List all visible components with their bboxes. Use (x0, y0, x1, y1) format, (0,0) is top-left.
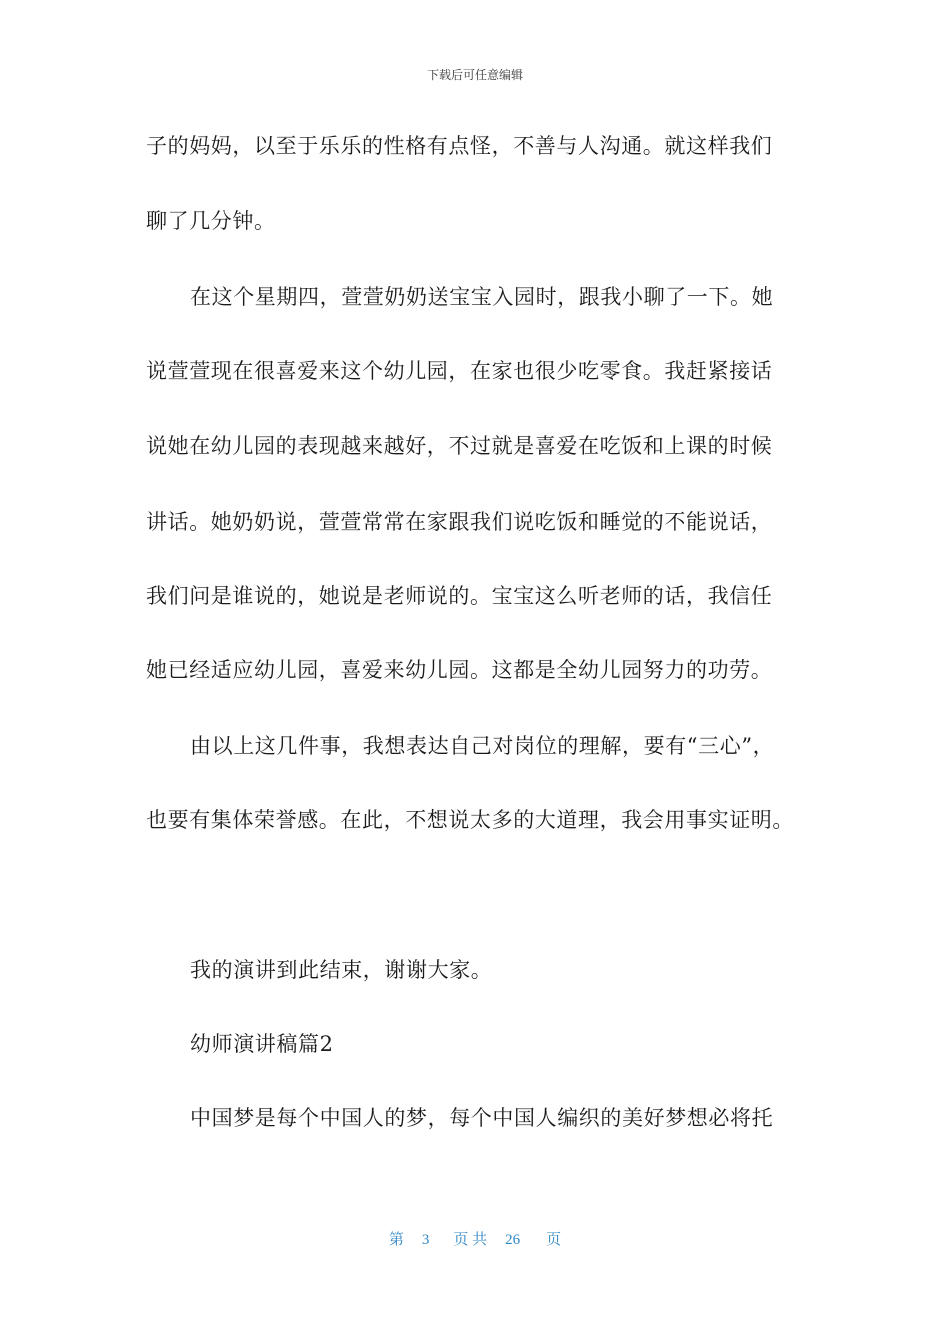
body-line: 说她在幼儿园的表现越来越好，不过就是喜爱在吃饭和上课的时候 (146, 434, 773, 458)
body-line: 说萱萱现在很喜爱来这个幼儿园，在家也很少吃零食。我赶紧接话 (146, 359, 773, 383)
footer-total-pages: 26 (505, 1232, 521, 1248)
footer-ye: 页 (546, 1232, 562, 1248)
body-line: 聊了几分钟。 (146, 209, 276, 233)
footer-ye-gong: 页 共 (453, 1232, 488, 1248)
page-header: 下载后可任意编辑 (426, 68, 523, 82)
body-line: 我们问是谁说的，她说是老师说的。宝宝这么听老师的话，我信任 (146, 584, 773, 608)
page-footer (0, 1230, 950, 1250)
body-line: 讲话。她奶奶说，萱萱常常在家跟我们说吃饭和睡觉的不能说话， (146, 510, 773, 534)
body-line: 由以上这几件事，我想表达自己对岗位的理解，要有“三心”， (190, 734, 775, 758)
body-line: 也要有集体荣誉感。在此，不想说太多的大道理，我会用事实证明。 (146, 808, 794, 832)
section-heading: 幼师演讲稿篇2 (190, 1032, 334, 1056)
body-line: 在这个星期四，萱萱奶奶送宝宝入园时，跟我小聊了一下。她 (190, 285, 774, 309)
footer-page-number: 3 (421, 1232, 430, 1248)
closing-line: 我的演讲到此结束，谢谢大家。 (190, 958, 493, 982)
body-line: 她已经适应幼儿园，喜爱来幼儿园。这都是全幼儿园努力的功劳。 (146, 658, 773, 682)
body-line: 中国梦是每个中国人的梦，每个中国人编织的美好梦想必将托 (190, 1106, 774, 1130)
footer-di: 第 (388, 1232, 404, 1248)
body-line: 子的妈妈，以至于乐乐的性格有点怪，不善与人沟通。就这样我们 (146, 134, 773, 158)
